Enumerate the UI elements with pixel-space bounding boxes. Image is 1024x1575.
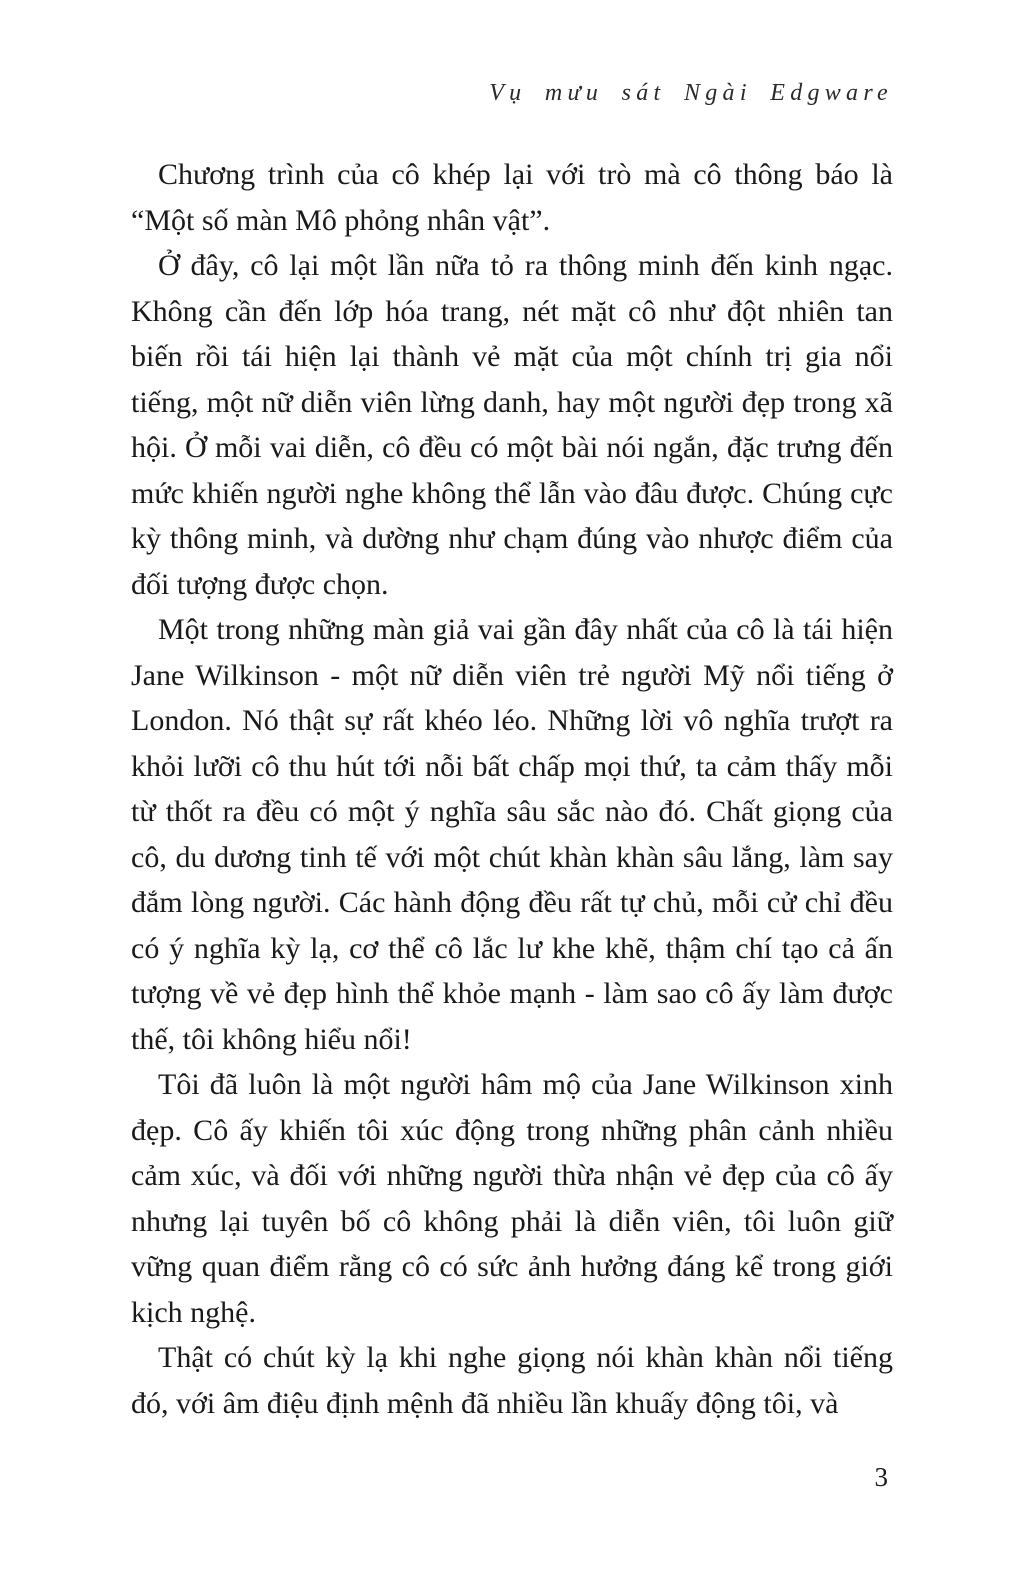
- running-header: Vụ mưu sát Ngài Edgware: [489, 80, 893, 106]
- page-number: 3: [874, 1462, 888, 1492]
- paragraph-5: Thật có chút kỳ lạ khi nghe giọng nói khàn khàn nổi tiếng đó, với âm điệu định mệnh đã nhiều lần khuấy động tôi, và: [131, 1341, 893, 1420]
- paragraph-1: Chương trình của cô khép lại với trò mà cô thông báo là “Một số màn Mô phỏng nhân vật”.: [131, 158, 893, 237]
- body-text: [131, 152, 893, 1426]
- paragraph-4: Tôi đã luôn là một người hâm mộ của Jane Wilkinson xinh đẹp. Cô ấy khiến tôi xúc động trong những phân cảnh nhiều cảm xúc, và đối với những người thừa nhận vẻ đẹp của cô ấy nhưng lại tuyên bố cô không phải là diễn viên, tôi luôn giữ vững quan điểm rằng cô có sức ảnh hưởng đáng kể trong giới kịch nghệ.: [131, 1068, 893, 1329]
- paragraph-2: Ở đây, cô lại một lần nữa tỏ ra thông minh đến kinh ngạc. Không cần đến lớp hóa trang, nét mặt cô như đột nhiên tan biến rồi tái hiện lại thành vẻ mặt của một chính trị gia nổi tiếng, một nữ diễn viên lừng danh, hay một người đẹp trong xã hội. Ở mỗi vai diễn, cô đều có một bài nói ngắn, đặc trưng đến mức khiến người nghe không thể lẫn vào đâu được. Chúng cực kỳ thông minh, và dường như chạm đúng vào nhược điểm của đối tượng được chọn.: [131, 249, 893, 601]
- paragraph-3: Một trong những màn giả vai gần đây nhất của cô là tái hiện Jane Wilkinson - một nữ diễn viên trẻ người Mỹ nổi tiếng ở London. Nó thật sự rất khéo léo. Những lời vô nghĩa trượt ra khỏi lưỡi cô thu hút tới nỗi bất chấp mọi thứ, ta cảm thấy mỗi từ thốt ra đều có một ý nghĩa sâu sắc nào đó. Chất giọng của cô, du dương tinh tế với một chút khàn khàn sâu lắng, làm say đắm lòng người. Các hành động đều rất tự chủ, mỗi cử chỉ đều có ý nghĩa kỳ lạ, cơ thể cô lắc lư khe khẽ, thậm chí tạo cả ấn tượng về vẻ đẹp hình thể khỏe mạnh - làm sao cô ấy làm được thế, tôi không hiểu nổi!: [131, 613, 893, 1056]
